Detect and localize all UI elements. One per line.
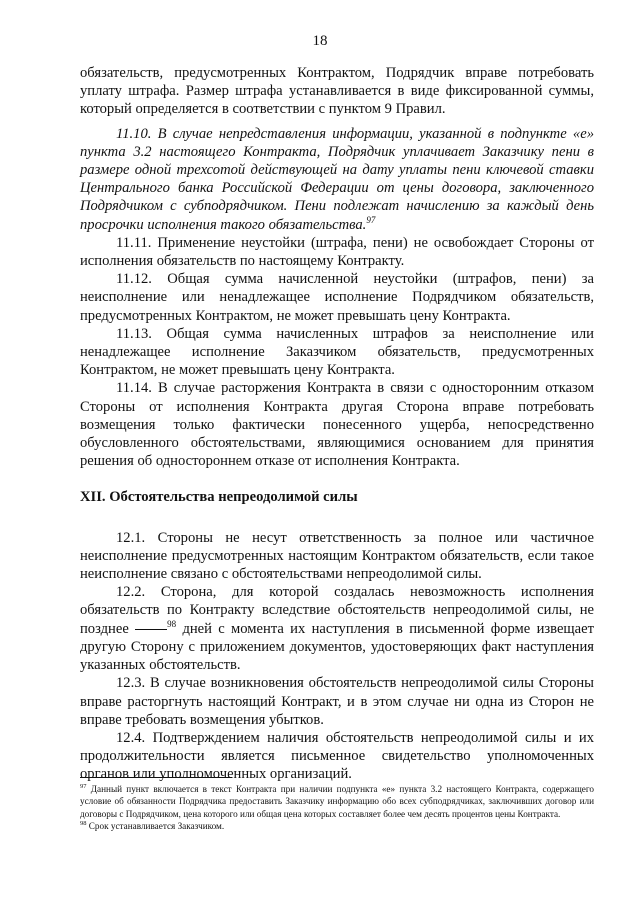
page-number: 18: [312, 33, 328, 49]
paragraph-11-10: 11.10. В случае непредставления информации, указанной в подпункте «е» пункта 3.2 настоящего Контракта, Подрядчик уплачивает Заказчику пени в размере одной трехсотой действующей на дату уплаты пени ключевой ставки Центрального банка Российской Федерации от цены договора, заключенного Подрядчиком с субподрядчиком. Пени подлежат начислению за каждый день просрочки исполнения такого обязательства.$^{97}$: [80, 125, 594, 233]
paragraph-12-3: 12.3. В случае возникновения обстоятельств непреодолимой силы Стороны вправе расторгнуть настоящий Контракт, и в этом случае ни одна из Сторон не вправе требовать возмещения убытков.: [80, 675, 594, 728]
footnote-97: $^{97}$ Данный пункт включается в текст Контракта при наличии подпункта «е» пункта 3.2 настоящего Контракта, содержащего условие об обязанности Подрядчика предоставить Заказчику информацию обо всех субподрядчиках, заключивших договор или договоры с Подрядчиком, цена которого или общая цена которых составляет более чем десять процентов цены Контракта.: [80, 782, 595, 819]
paragraph-11-13: 11.13. Общая сумма начисленных штрафов за неисполнение или ненадлежащее исполнение Заказчиком обязательств, предусмотренных Контрактом, не может превышать цену Контракта.: [80, 325, 594, 379]
blank-field: [135, 629, 167, 630]
section-heading: XII. Обстоятельства непреодолимой силы: [80, 489, 358, 506]
footnote-98: $^{98}$ Срок устанавливается Заказчиком.: [80, 820, 225, 832]
paragraph-11-14: 11.14. В случае расторжения Контракта в связи с односторонним отказом Стороны от исполнения Контракта другая Сторона вправе потребовать возмещения только фактически понесенного ущерба, непосредственно обусловленного обстоятельствами, являющимися основанием для принятия решения об одностороннем отказе от исполнения Контракта.: [80, 380, 594, 470]
footnote-ref-98: 98: [167, 618, 177, 629]
footnotes: [80, 777, 594, 833]
footnote-divider: [80, 777, 232, 778]
paragraph-12-1: 12.1. Стороны не несут ответственность за полное или частичное неисполнение предусмотренных настоящим Контрактом обязательств, если такое неисполнение связано с обстоятельствами непреодолимой силы.: [80, 529, 594, 583]
footnote-ref-97: 97: [366, 214, 376, 225]
paragraph-11-11: 11.11. Применение неустойки (штрафа, пени) не освобождает Стороны от исполнения обязательств по настоящему Контракту.: [80, 234, 594, 270]
paragraph-11-12: 11.12. Общая сумма начисленной неустойки (штрафов, пени) за неисполнение или ненадлежащее исполнение Подрядчиком обязательств, предусмотренных Контрактом, не может превышать цену Контракта.: [80, 271, 594, 324]
document-body: [80, 64, 594, 784]
paragraph-continuation: обязательств, предусмотренных Контрактом, Подрядчик вправе потребовать уплату штрафа. Размер штрафа устанавливается в виде фиксированной суммы, который определяется в соответствии с пунктом 9 Правил.: [80, 65, 594, 118]
paragraph-12-2: 12.2. Сторона, для которой создалась невозможность исполнения обязательств по Контракту вследствие обстоятельств непреодолимой силы, не позднее $^{98}$ дней с момента их наступления в письменной форме извещает другую Сторону с приложением документов, удостоверяющих факт наступления указанных обстоятельств.: [80, 584, 594, 674]
paragraph-12-4: 12.4. Подтверждением наличия обстоятельств непреодолимой силы и их продолжительности является письменное свидетельство уполномоченных органов или уполномоченных организаций.: [80, 729, 594, 783]
